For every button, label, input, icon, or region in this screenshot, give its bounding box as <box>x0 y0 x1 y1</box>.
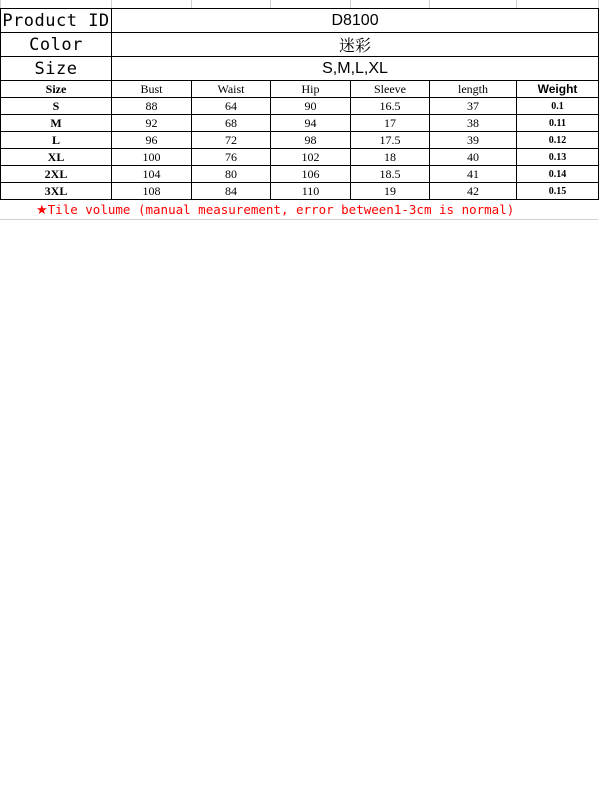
table-cell: 2XL <box>1 166 112 183</box>
table-cell: 84 <box>192 183 271 200</box>
table-cell: 0.13 <box>517 149 599 166</box>
table-cell: 3XL <box>1 183 112 200</box>
size-chart-table <box>0 8 599 200</box>
table-cell: M <box>1 115 112 132</box>
table-cell: 0.12 <box>517 132 599 149</box>
sheet-top-gridlines <box>0 0 599 8</box>
product-id-label: Product ID <box>2 10 110 31</box>
table-cell: 92 <box>112 115 192 132</box>
color-label: Color <box>1 33 112 57</box>
size-chart-sheet <box>0 8 598 220</box>
star-icon: ★ <box>36 203 48 218</box>
table-cell: 18.5 <box>351 166 430 183</box>
header-weight: Weight <box>517 81 599 98</box>
table-cell: 64 <box>192 98 271 115</box>
table-cell: 18 <box>351 149 430 166</box>
color-value: 迷彩 <box>112 33 599 57</box>
table-row <box>1 149 599 166</box>
color-row <box>1 33 599 57</box>
table-cell: 72 <box>192 132 271 149</box>
table-cell: 106 <box>271 166 351 183</box>
product-id-row <box>1 9 599 33</box>
table-cell: 96 <box>112 132 192 149</box>
table-cell: 108 <box>112 183 192 200</box>
table-cell: L <box>1 132 112 149</box>
table-row <box>1 166 599 183</box>
measurement-note-text: Tile volume (manual measurement, error between1-3cm is normal) <box>47 202 515 217</box>
table-cell: 38 <box>430 115 517 132</box>
table-cell: S <box>1 98 112 115</box>
table-cell: 0.15 <box>517 183 599 200</box>
size-value: S,M,L,XL <box>112 57 599 81</box>
table-cell: 102 <box>271 149 351 166</box>
table-row <box>1 132 599 149</box>
header-waist: Waist <box>192 81 271 98</box>
header-sleeve: Sleeve <box>351 81 430 98</box>
table-cell: 39 <box>430 132 517 149</box>
table-cell: 110 <box>271 183 351 200</box>
table-cell: 17 <box>351 115 430 132</box>
table-cell: 88 <box>112 98 192 115</box>
table-cell: 94 <box>271 115 351 132</box>
size-table-header-row <box>1 81 599 98</box>
table-cell: 76 <box>192 149 271 166</box>
size-label: Size <box>1 57 112 81</box>
table-cell: 42 <box>430 183 517 200</box>
table-cell: 98 <box>271 132 351 149</box>
table-cell: 16.5 <box>351 98 430 115</box>
header-bust: Bust <box>112 81 192 98</box>
header-hip: Hip <box>271 81 351 98</box>
table-cell: 100 <box>112 149 192 166</box>
table-row <box>1 115 599 132</box>
table-cell: 19 <box>351 183 430 200</box>
table-cell: 0.14 <box>517 166 599 183</box>
measurement-note <box>0 200 598 220</box>
table-cell: 37 <box>430 98 517 115</box>
table-cell: 104 <box>112 166 192 183</box>
table-cell: XL <box>1 149 112 166</box>
table-cell: 0.11 <box>517 115 599 132</box>
header-length: length <box>430 81 517 98</box>
table-cell: 40 <box>430 149 517 166</box>
table-cell: 17.5 <box>351 132 430 149</box>
header-size: Size <box>1 81 112 98</box>
table-cell: 0.1 <box>517 98 599 115</box>
table-row <box>1 183 599 200</box>
table-cell: 80 <box>192 166 271 183</box>
table-cell: 90 <box>271 98 351 115</box>
table-cell: 68 <box>192 115 271 132</box>
table-row <box>1 98 599 115</box>
table-cell: 41 <box>430 166 517 183</box>
size-row <box>1 57 599 81</box>
product-id-value: D8100 <box>112 9 599 33</box>
